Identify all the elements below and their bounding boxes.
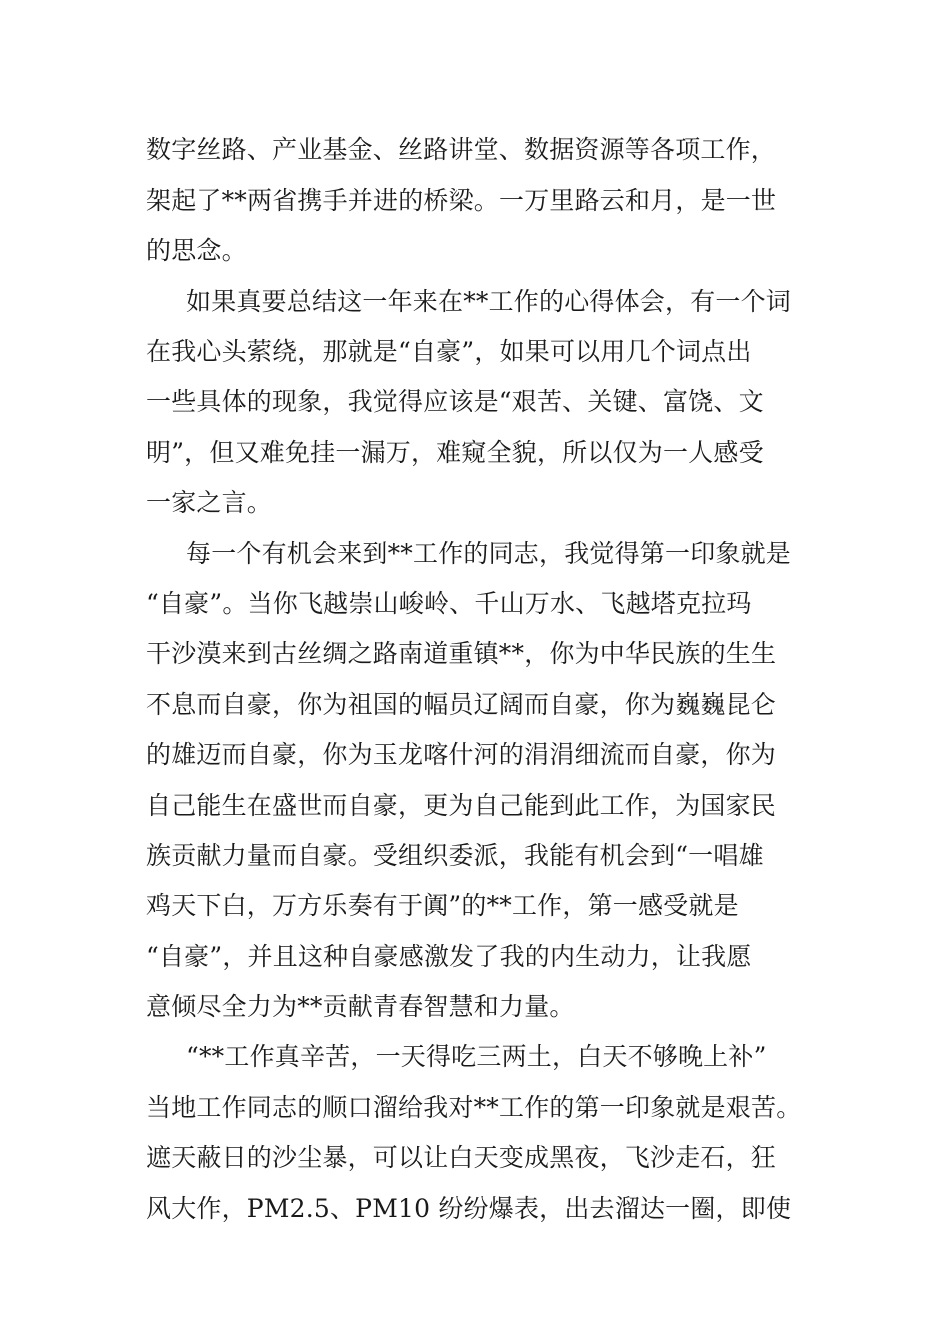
text-line: 一家之言。: [146, 488, 273, 517]
text-line: 明”，但又难免挂一漏万，难窥全貌，所以仅为一人感受: [146, 438, 764, 467]
text-line: 架起了**两省携手并进的桥梁。一万里路云和月，是一世: [146, 186, 777, 215]
text-line: 族贡献力量而自豪。受组织委派，我能有机会到“一唱雄: [146, 841, 764, 870]
text-line: 在我心头萦绕，那就是“自豪”，如果可以用几个词点出: [146, 337, 752, 366]
text-line: 的雄迈而自豪，你为玉龙喀什河的涓涓细流而自豪，你为: [146, 740, 777, 769]
paragraph-first-line: 每一个有机会来到**工作的同志，我觉得第一印象就是: [186, 539, 792, 568]
text-line: “自豪”，并且这种自豪感激发了我的内生动力，让我愿: [146, 942, 752, 971]
text-line: 的思念。: [146, 236, 247, 265]
text-line: 不息而自豪，你为祖国的幅员辽阔而自豪，你为巍巍昆仑: [146, 690, 777, 719]
paragraph-first-line: 如果真要总结这一年来在**工作的心得体会，有一个词: [186, 287, 792, 316]
text-line: 遮天蔽日的沙尘暴，可以让白天变成黑夜，飞沙走石，狂: [146, 1143, 777, 1172]
text-line: 数字丝路、产业基金、丝路讲堂、数据资源等各项工作，: [146, 135, 777, 164]
paragraph-first-line: “**工作真辛苦，一天得吃三两土，白天不够晚上补”: [186, 1042, 767, 1071]
text-line: 风大作，PM2.5、PM10 纷纷爆表，出去溜达一圈，即使: [146, 1194, 792, 1223]
text-line: 意倾尽全力为**贡献青春智慧和力量。: [146, 992, 575, 1021]
text-line: 当地工作同志的顺口溜给我对**工作的第一印象就是艰苦。: [146, 1093, 802, 1122]
text-line: “自豪”。当你飞越崇山峻岭、千山万水、飞越塔克拉玛: [146, 589, 752, 618]
text-line: 自己能生在盛世而自豪，更为自己能到此工作，为国家民: [146, 791, 777, 820]
text-line: 一些具体的现象，我觉得应该是“艰苦、关键、富饶、文: [146, 387, 764, 416]
text-line: 干沙漠来到古丝绸之路南道重镇**，你为中华民族的生生: [146, 639, 777, 668]
text-line: 鸡天下白，万方乐奏有于阗”的**工作，第一感受就是: [146, 891, 739, 920]
